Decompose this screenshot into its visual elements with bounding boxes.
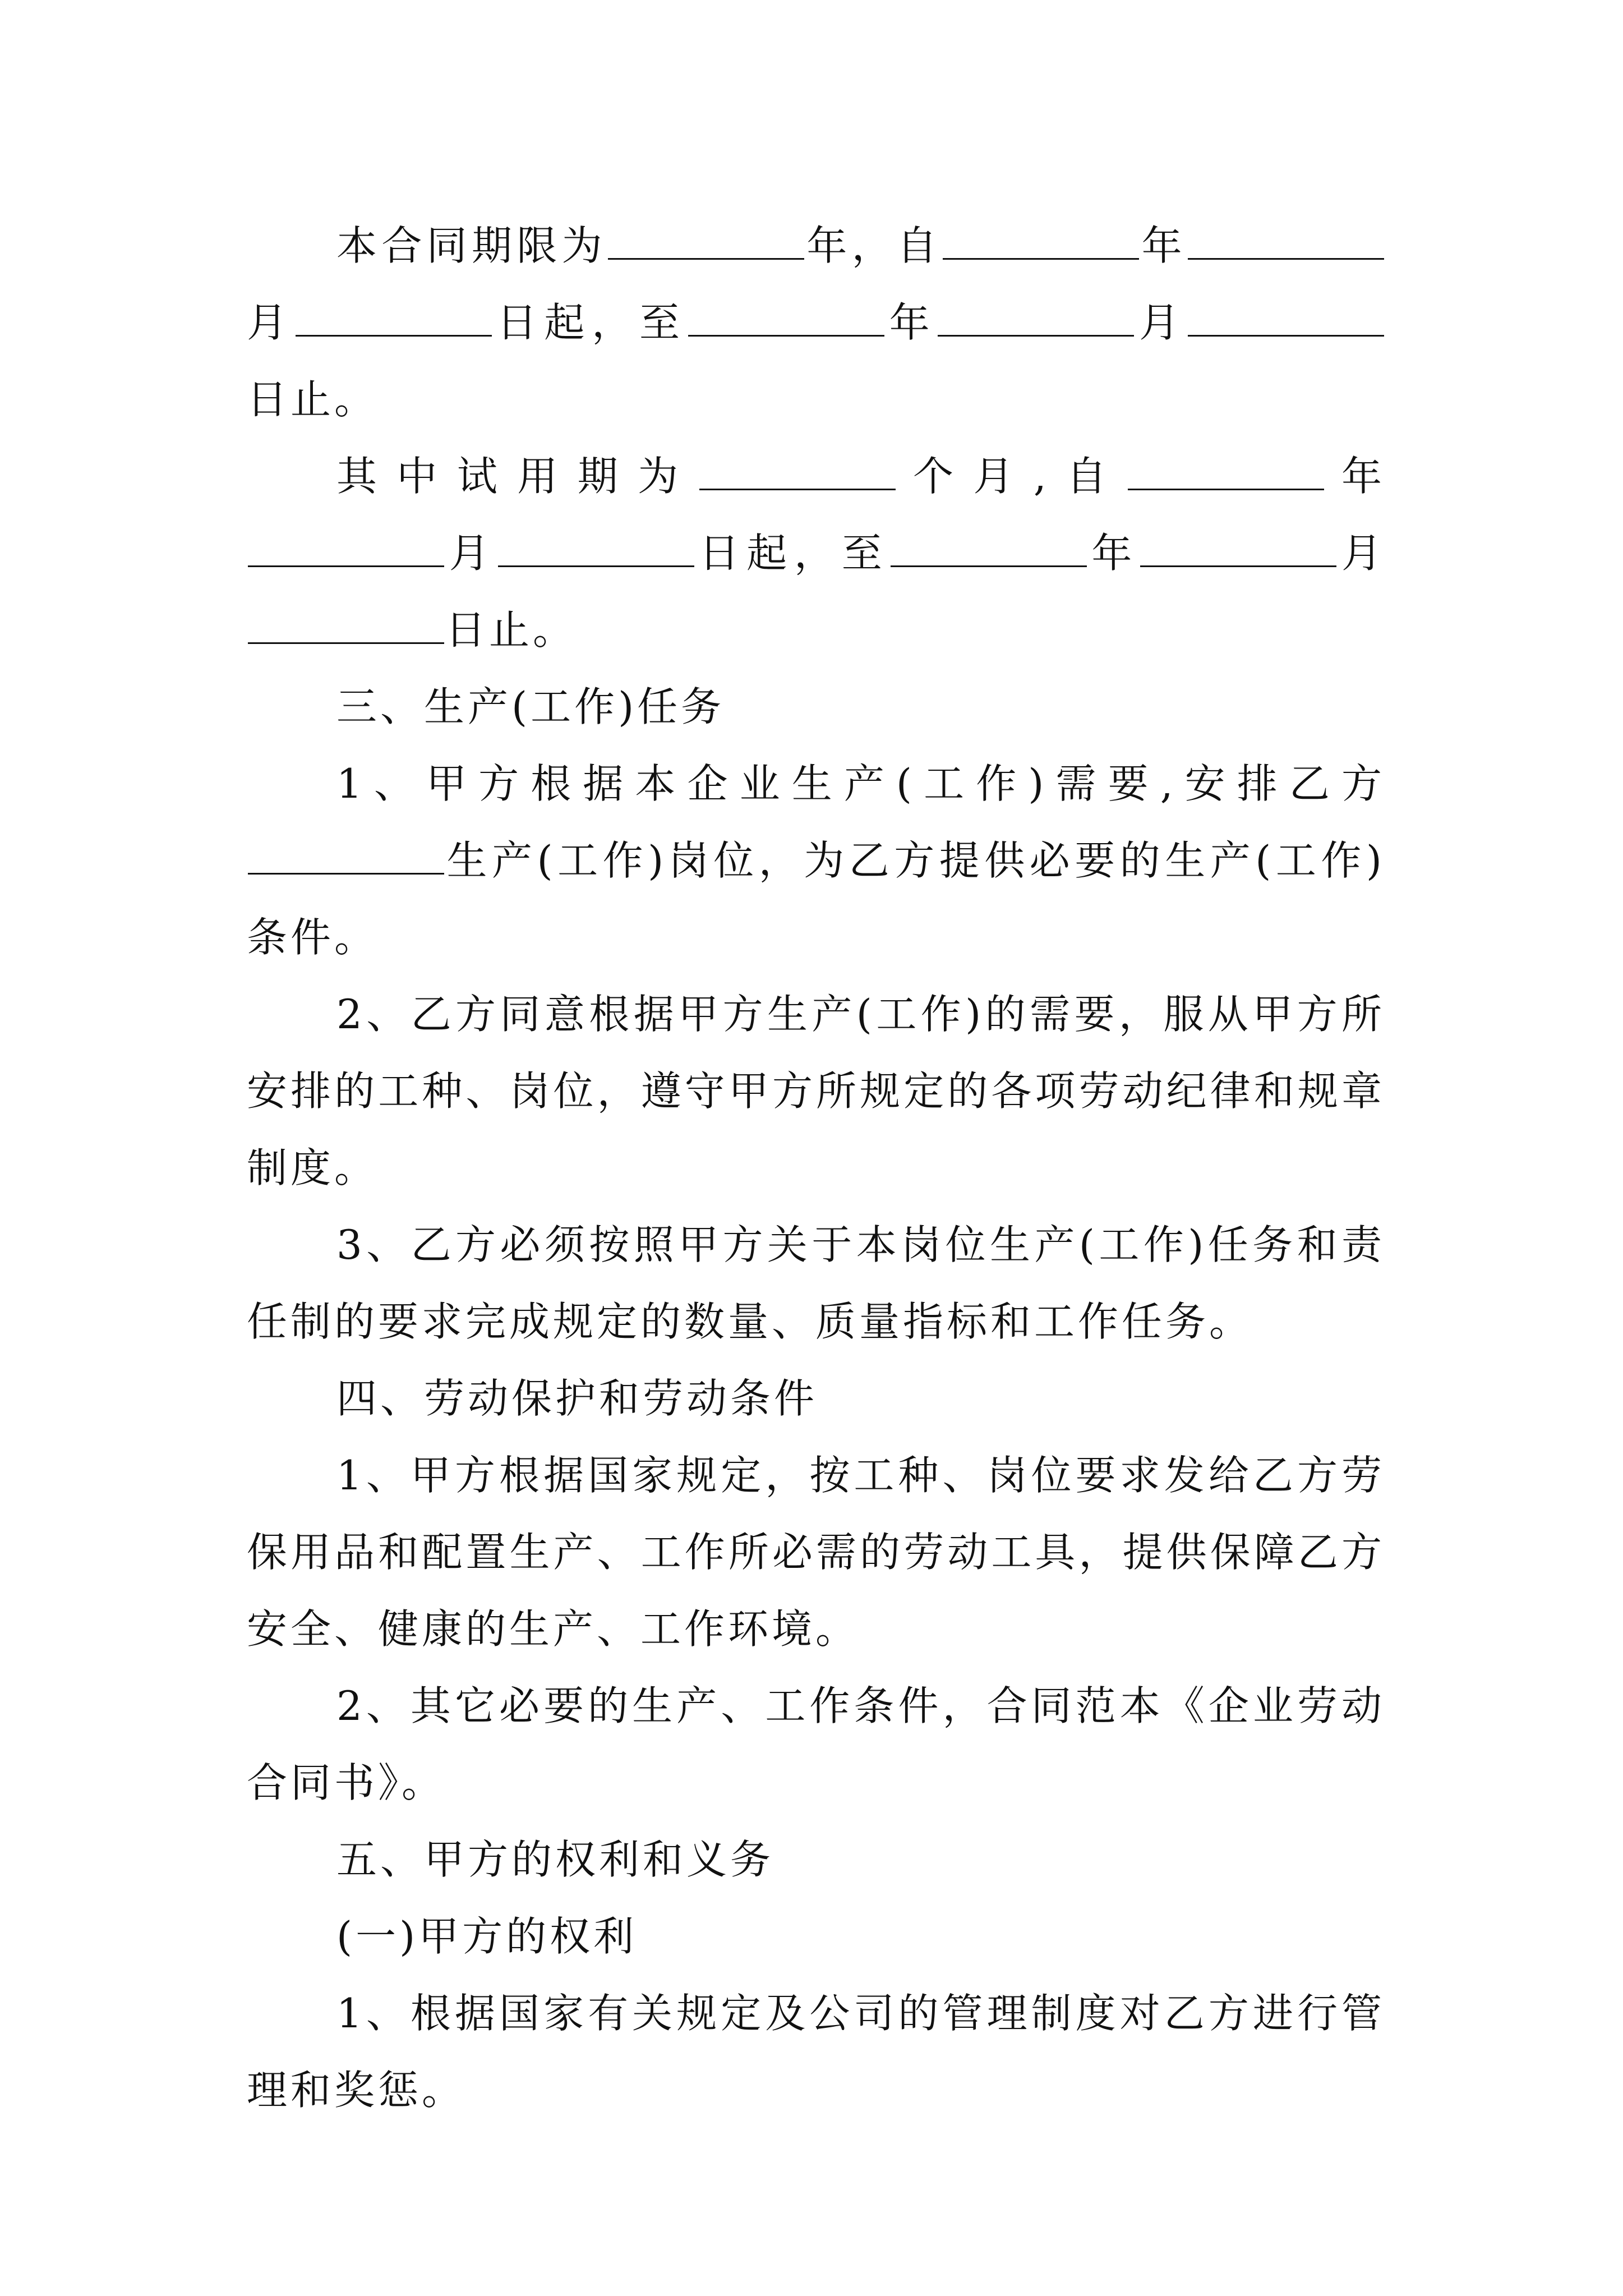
probation-text-7: 月: [1338, 530, 1385, 577]
probation-end-day-blank[interactable]: [248, 608, 444, 644]
probation-text-8: 日止。: [445, 606, 577, 654]
probation-text-3: 年: [1325, 453, 1385, 500]
section-5-item-1: 1、根据国家有关规定及公司的管理制度对乙方进行管理和奖惩。: [247, 1990, 1385, 2114]
probation-months-blank[interactable]: [699, 454, 896, 490]
probation-start-month-blank[interactable]: [248, 531, 444, 567]
contract-term-text-1: 本合同期限为: [336, 222, 607, 269]
section-3-item-1-text-2: 生产(工作)岗位，为乙方提供必要的生产(工作)条件。: [247, 837, 1385, 961]
contract-term-text-6: 年: [885, 299, 937, 346]
contract-term-paragraph: [247, 208, 1385, 438]
section-4-item-1: 1、甲方根据国家规定，按工种、岗位要求发给乙方劳保用品和配置生产、工作所必需的劳动工具，提供保障乙方安全、健康的生产、工作环境。: [247, 1452, 1385, 1653]
contract-term-text-2: 年，自: [805, 222, 942, 269]
contract-term-years-blank[interactable]: [608, 223, 804, 260]
section-4-heading: 四、劳动保护和劳动条件: [336, 1375, 818, 1422]
probation-end-month-blank[interactable]: [1140, 531, 1336, 567]
contract-end-year-blank[interactable]: [688, 300, 884, 337]
section-3-item-3: 3、乙方必须按照甲方关于本岗位生产(工作)任务和责任制的要求完成规定的数量、质量指标和工作任务。: [247, 1221, 1385, 1345]
section-5-subheading-1: (一)甲方的权利: [336, 1913, 638, 1960]
contract-term-text-8: 日止。: [247, 376, 379, 423]
contract-start-month-blank[interactable]: [1188, 223, 1384, 260]
probation-text-1: 其中试用期为: [336, 453, 698, 500]
section-4-item-2: 2、其它必要的生产、工作条件，合同范本《企业劳动合同书》。: [247, 1682, 1385, 1806]
contract-term-text-3: 年: [1140, 222, 1187, 269]
probation-paragraph: [247, 438, 1385, 669]
section-5-heading: 五、甲方的权利和义务: [336, 1836, 774, 1883]
section-3-heading: 三、生产(工作)任务: [336, 683, 725, 730]
probation-end-year-blank[interactable]: [891, 531, 1087, 567]
probation-text-5: 日起，至: [695, 530, 889, 577]
section-3-item-2: 2、乙方同意根据甲方生产(工作)的需要，服从甲方所安排的工种、岗位，遵守甲方所规定的各项劳动纪律和规章制度。: [247, 991, 1385, 1191]
document-body: [247, 208, 1385, 2129]
section-3-item-1-text-1: 1、甲方根据本企业生产(工作)需要,安排乙方: [336, 760, 1385, 807]
probation-text-4: 月: [445, 530, 497, 577]
contract-end-day-blank[interactable]: [1188, 300, 1384, 337]
contract-start-year-blank[interactable]: [943, 223, 1139, 260]
job-position-blank[interactable]: [248, 838, 444, 875]
section-3-item-1: [247, 746, 1385, 976]
probation-start-year-blank[interactable]: [1128, 454, 1324, 490]
probation-text-2: 个月,自: [896, 453, 1127, 500]
contract-term-text-4: 月: [247, 299, 294, 346]
contract-term-text-7: 月: [1135, 299, 1187, 346]
contract-end-month-blank[interactable]: [938, 300, 1134, 337]
contract-term-text-5: 日起，至: [492, 299, 687, 346]
probation-start-day-blank[interactable]: [498, 531, 694, 567]
probation-text-6: 年: [1087, 530, 1140, 577]
contract-start-day-blank[interactable]: [296, 300, 492, 337]
